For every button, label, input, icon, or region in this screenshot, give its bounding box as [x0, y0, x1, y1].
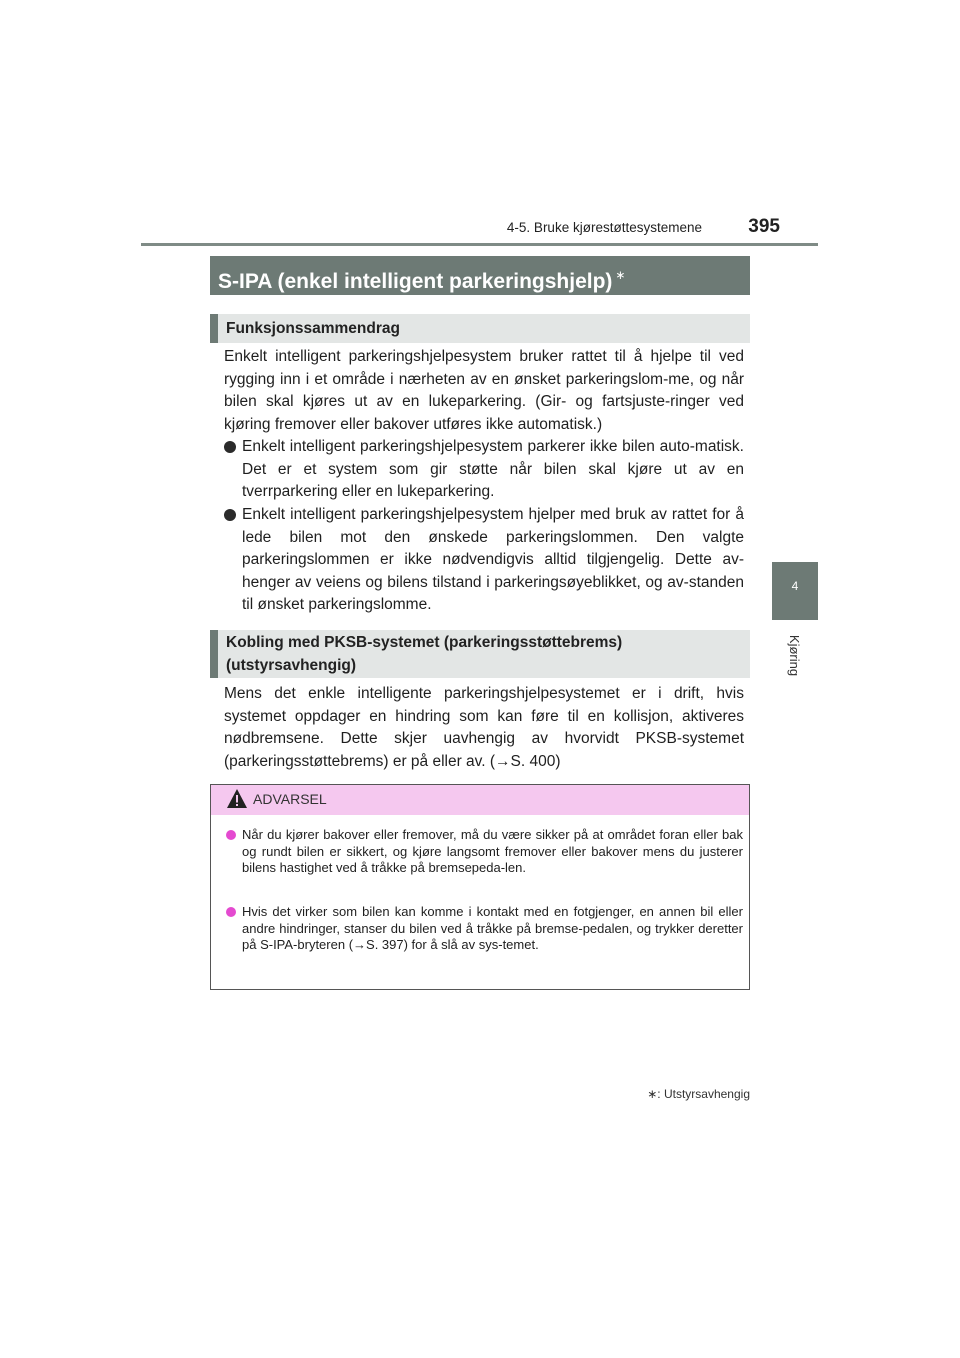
subheading-pksb-link [210, 630, 750, 678]
warning-bullet-dot-icon [226, 830, 236, 840]
bullet-item [224, 504, 744, 617]
subheading-text-line2: (utstyrsavhengig) [226, 657, 357, 674]
header-rule [141, 243, 818, 246]
subheading-text: Funksjonssammendrag [226, 320, 400, 337]
warning-title: ADVARSEL [253, 791, 327, 807]
pksb-paragraph: Mens det enkle intelligente parkeringshjelpesystemet er i drift, hvis systemet oppdager en hindring som kan føre til en kollisjon, aktiveres nødbremsene. Dette skjer uavhengig av hvorvidt PKSB-systemet (parkeringsstøttebrems) er på eller av. (→S. 400) [224, 685, 744, 770]
warning-bullet-item [226, 827, 743, 877]
footnote-marker: ∗ [647, 1087, 658, 1101]
subheading-function-summary [210, 314, 750, 343]
warning-bullet-item [226, 904, 743, 954]
bullet-dot-icon [224, 509, 236, 521]
subheading-text-line1: Kobling med PKSB-systemet (parkeringsstøttebrems) [226, 634, 623, 651]
warning-bullet-text: Når du kjører bakover eller fremover, må du være sikker på at området foran eller bak og rundt bilen er sikkert, og kjøre langsomt fremover eller bakover mens du justerer bilens hastighet ved å tråkke på bremsepeda-len. [242, 827, 743, 875]
bullet-dot-icon [224, 441, 236, 453]
chapter-tab-number: 4 [791, 579, 799, 593]
footnote-text: : Utstyrsavhengig [657, 1087, 750, 1101]
bullet-item [224, 436, 744, 504]
warning-bullet-dot-icon [226, 907, 236, 917]
chapter-tab-label-wrap [772, 628, 818, 682]
page-number: 395 [748, 216, 780, 237]
bullet-text: Enkelt intelligent parkeringshjelpesystem hjelper med bruk av rattet for å lede bilen mot den ønskede parkeringslommen. Den valgte parkeringslommen er ikke nødvendigvis alltid tilgjengelig. Dette av-henger av veiens og bilens tilstand i parkeringsøyeblikket, og av-standen til ønsket parkeringslomme. [242, 506, 744, 613]
running-header-section: 4-5. Bruke kjørestøttesystemene [506, 220, 702, 235]
warning-triangle-icon [226, 788, 248, 810]
bullet-text: Enkelt intelligent parkeringshjelpesystem parkerer ikke bilen auto-matisk. Det er et system som gir støtte når bilen skal kjøre ut av en tverrparkering eller en lukeparkering. [242, 438, 744, 500]
warning-bullet-text: Hvis det virker som bilen kan komme i kontakt med en fotgjenger, en annen bil eller andre hindringer, stanser du bilen ved å tråkke på bremse-pedalen, og trykker deretter på S-IPA-bryteren (→S. 397) for å slå av sys-temet. [242, 904, 743, 952]
footnote [600, 1087, 750, 1101]
section-title-text: S-IPA (enkel intelligent parkeringshjelp) [218, 270, 613, 293]
equipment-dependent-marker: ∗ [615, 268, 626, 282]
section-title [218, 256, 625, 295]
chapter-tab-label: Kjøring [787, 634, 803, 676]
summary-paragraph: Enkelt intelligent parkeringshjelpesystem bruker rattet til å hjelpe til ved rygging inn i et område i nærheten av en ønsket parkeringslom-me, og når bilen skal kjøres ut av en lukeparkering. (Gir- og fartsjuste-ringer ved kjøring fremover eller bakover utføres ikke automatisk.) [224, 348, 744, 433]
